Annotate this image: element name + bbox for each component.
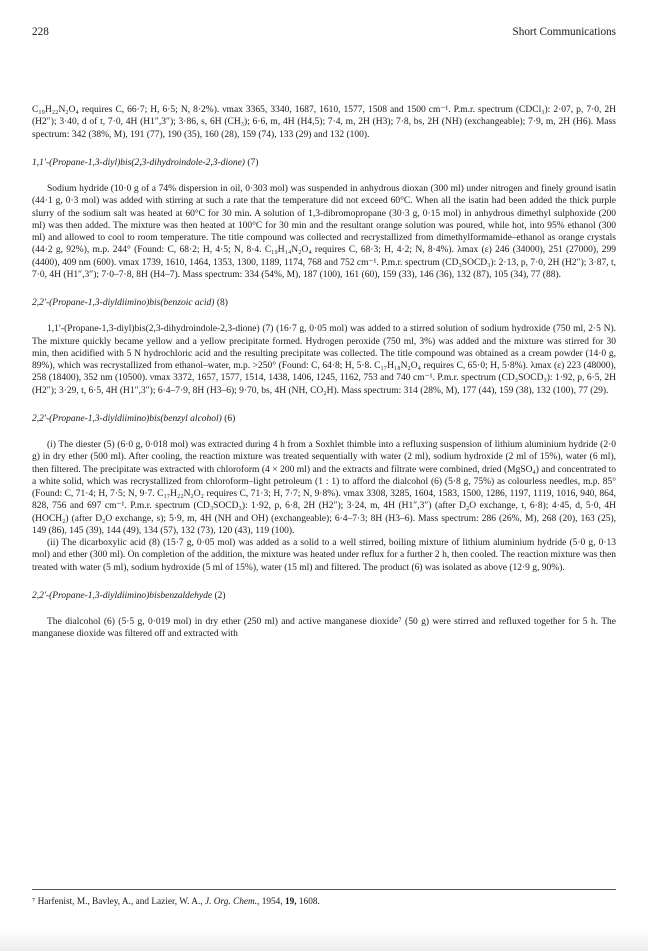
paragraph-compound-6-method-i: (i) The diester (5) (6·0 g, 0·018 mol) was extracted during 4 h from a Soxhlet thimble into a refluxing suspension of lithium aluminium hydride (2·0 g) in dry ether (500 ml). After cooling, the reaction mixture was treated sequentially with water (2 ml), sodium hydroxide (2 ml of 15%), water (6 ml), then filtered. The precipitate was extracted with chloroform (4 × 200 ml) and the extracts and filtrate were combined, dried (MgSO₄) and concentrated to a white solid, which was recrystallized from chloroform–light petroleum (1 : 1) to afford the dialcohol (6) (5·8 g, 75%) as colourless needles, m.p. 85° (Found: C, 71·4; H, 7·5; N, 9·7. C₁₇H₂₂N₂O₂ requires C, 71·3; H, 7·7; N, 9·8%). νmax 3308, 3285, 1604, 1583, 1500, 1286, 1197, 1119, 1016, 940, 864, 828, 756 and 697 cm⁻¹. P.m.r. spectrum (CD₃SOCD₃): 1·92, p, 6·8, 2H (H2″); 3·24, m, 4H (H1″,3″) (after D₂O exchange, t, 6·8); 4·45, d, 5·0, 4H (HOCH₂) (after D₂O exchange, s); 5·9, m, 4H (NH and OH) (exchangeable); 6·4–7·3; 8H (H3–6). Mass spectrum: 286 (26%, M), 268 (20), 163 (25), 149 (86), 145 (39), 144 (49), 134 (57), 132 (73), 120 (43), 119 (100).	[32, 440, 616, 536]
heading-compound-2: 2,2′-(Propane-1,3-diyldiimino)bisbenzaldehyde (2)	[32, 590, 226, 601]
paragraph-compound-8: 1,1′-(Propane-1,3-diyl)bis(2,3-dihydroindole-2,3-dione) (7) (16·7 g, 0·05 mol) was added to a stirred solution of sodium hydroxide (750 ml, 2·5 N). The mixture quickly became yellow and a yellow precipitate formed. Hydrogen peroxide (750 ml, 3%) was added and the mixture was stirred for 30 min, then acidified with 5 N hydrochloric acid and the resulting precipitate was collected. The title compound was obtained as a cream powder (14·0 g, 89%), which was recrystallized from ethanol–water, m.p. >250° (Found: C, 64·8; H, 5·8. C₁₇H₁₈N₂O₄ requires C, 65·0; H, 5·8%). λmax (ε) 223 (48000), 258 (18400), 352 nm (10500). νmax 3372, 1657, 1577, 1514, 1438, 1406, 1245, 1162, 753 and 740 cm⁻¹. P.m.r. spectrum (CD₃SOCD₃): 1·92, p, 6·5, 2H (H2″); 3·29, t, 6·5, 4H (H1″,3″); 6·4–7·9, 8H (H3–6); 9·70, bs, 4H (NH, CO₂H). Mass spectrum: 314 (28%, M), 177 (44), 159 (38), 132 (100), 77 (29).	[32, 324, 616, 396]
paragraph-compound-data: C₁₉H₂₂N₂O₄ requires C, 66·7; H, 6·5; N, 8·2%). νmax 3365, 3340, 1687, 1610, 1577, 1508 and 1500 cm⁻¹. P.m.r. spectrum (CDCl₃): 2·07, p, 7·0, 2H (H2″); 3·40, d of t, 7·0, 4H (H1″,3″); 3·86, s, 6H (CH₃); 6·6, m, 4H (H4,5); 7·4, m, 2H (H3); 7·8, bs, 2H (NH) (exchangeable); 7·9, m, 2H (H6). Mass spectrum: 342 (38%, M), 191 (77), 190 (35), 160 (28), 159 (74), 133 (29) and 132 (100).	[32, 105, 616, 140]
heading-compound-7: 1,1′-(Propane-1,3-diyl)bis(2,3-dihydroindole-2,3-dione) (7)	[32, 157, 259, 168]
paragraph-compound-6-method-ii: (ii) The dicarboxylic acid (8) (15·7 g, 0·05 mol) was added as a solid to a well stirred, boiling mixture of lithium aluminium hydride (5·0 g, 0·13 mol) and ether (300 ml). On completion of the addition, the mixture was heated under reflux for a further 2 h, then cooled. The reaction mixture was then treated with water (5 ml), sodium hydroxide (5 ml of 15%), water (15 ml) and filtered. The product (6) was isolated as above (12·9 g, 90%).	[32, 538, 616, 573]
article-body	[32, 104, 616, 641]
page-bottom-shadow	[0, 929, 648, 951]
paragraph-compound-7: Sodium hydride (10·0 g of a 74% dispersion in oil, 0·303 mol) was suspended in anhydrous dioxan (300 ml) under nitrogen and finely ground isatin (44·1 g, 0·3 mol) was added with stirring at such a rate that the temperature did not exceed 60°C. When all the isatin had been added the thick purple slurry of the sodium salt was heated at 60°C for 30 min. A solution of 1,3-dibromopropane (30·3 g, 0·15 mol) in anhydrous dimethyl sulphoxide (200 ml) was then added. The mixture was then heated at 100°C for 30 min and the resultant orange solution was poured, while hot, into 95% ethanol (300 ml) and allowed to cool to room temperature. The title compound was collected and recrystallized from dimethylformamide–ethanol as orange crystals (44·2 g, 92%), m.p. 244° (Found: C, 68·2; H, 4·5; N, 8·4. C₁₉H₁₄N₂O₄ requires C, 68·3; H, 4·2; N, 8·4%). λmax (ε) 246 (34000), 251 (27000), 299 (4400), 409 nm (600). νmax 1739, 1610, 1464, 1353, 1300, 1189, 1174, 768 and 752 cm⁻¹. P.m.r. spectrum (CD₃SOCD₃): 2·13, p, 7·0, 2H (H2″); 3·87, t, 7·0, 4H (H1″,3″); 7·0–7·8, 8H (H4–7). Mass spectrum: 334 (54%, M), 187 (100), 161 (60), 159 (33), 146 (36), 132 (87), 105 (34), 77 (88).	[32, 184, 616, 280]
heading-compound-6: 2,2′-(Propane-1,3-diyldiimino)bis(benzyl alcohol) (6)	[32, 413, 236, 424]
running-head	[32, 26, 616, 42]
heading-compound-8: 2,2′-(Propane-1,3-diyldiimino)bis(benzoic acid) (8)	[32, 298, 228, 308]
footnote-year: 1954,	[261, 897, 283, 907]
footnote-authors: Harfenist, M., Bavley, A., and Lazier, W. A.,	[37, 897, 203, 907]
paragraph-compound-2: The dialcohol (6) (5·5 g, 0·019 mol) in dry ether (250 ml) and active manganese dioxide⁷ (50 g) were stirred and refluxed together for 5 h. The manganese dioxide was filtered off and extracted with	[32, 617, 616, 640]
footnote	[32, 889, 616, 908]
page-number: 228	[32, 26, 49, 38]
footnote-volume: 19,	[284, 897, 297, 907]
journal-section: Short Communications	[512, 26, 616, 38]
footnote-journal: J. Org. Chem.,	[204, 897, 260, 907]
footnote-page: 1608.	[298, 897, 320, 907]
journal-page	[32, 26, 616, 907]
footnote-marker: ⁷	[32, 897, 36, 907]
